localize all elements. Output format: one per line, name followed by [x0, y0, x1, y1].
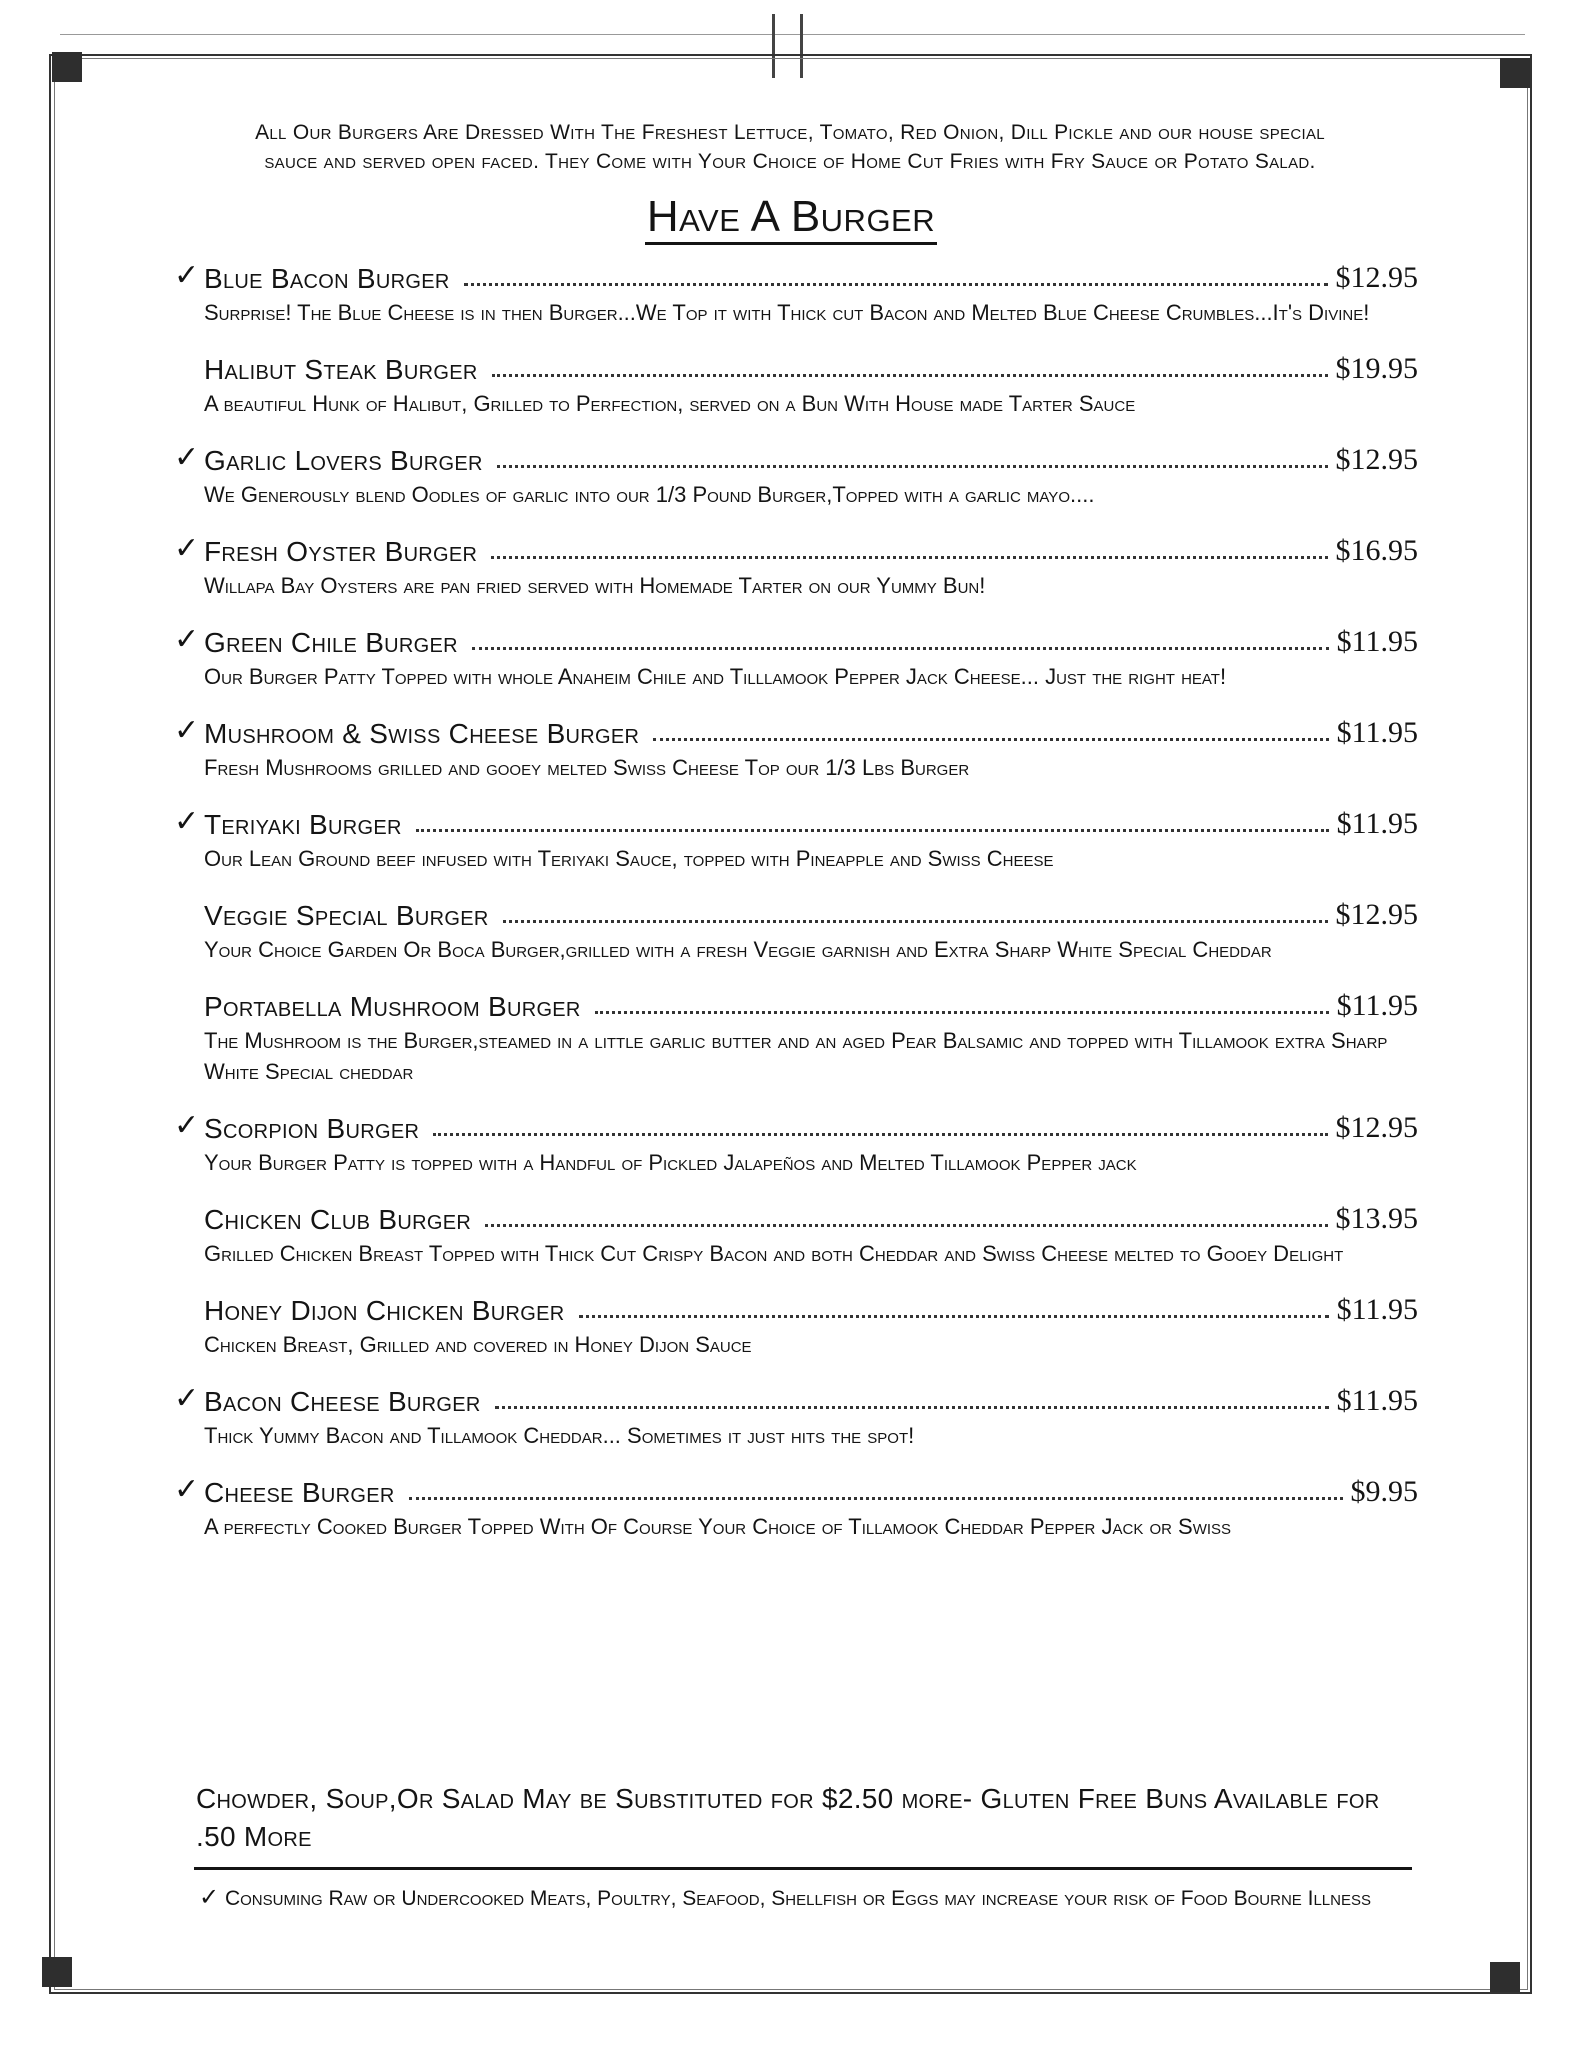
- intro-line-2: sauce and served open faced. They Come with Your Choice of Home Cut Fries with Fry Sauce or Potato Salad.: [264, 150, 1316, 173]
- menu-item: [168, 1287, 1418, 1360]
- corner-block-top-right: [1500, 58, 1530, 88]
- menu-item: [168, 255, 1418, 328]
- menu-item-price: $13.95: [1335, 1202, 1418, 1235]
- menu-item-description: A beautiful Hunk of Halibut, Grilled to Perfection, served on a Bun With House made Tarter Sauce: [204, 391, 1136, 416]
- menu-item-price: $19.95: [1335, 352, 1418, 385]
- menu-item-name: Honey Dijon Chicken Burger: [204, 1295, 565, 1326]
- menu-item-name: Halibut Steak Burger: [204, 354, 478, 385]
- menu-item-description: Chicken Breast, Grilled and covered in Honey Dijon Sauce: [204, 1332, 752, 1357]
- menu-item-row: [168, 1196, 1418, 1236]
- corner-block-bottom-right: [1490, 1962, 1520, 1992]
- page-top-edge: [60, 34, 1525, 35]
- checkmark-icon: ✓: [174, 441, 200, 474]
- menu-item-price: $11.95: [1336, 1384, 1418, 1417]
- dot-leader: [492, 374, 1328, 377]
- dot-leader: [491, 556, 1327, 559]
- menu-item-row: [168, 346, 1418, 386]
- menu-item-row: [168, 1378, 1418, 1418]
- menu-item-name: Portabella Mushroom Burger: [204, 991, 581, 1022]
- menu-item-price: $11.95: [1336, 989, 1418, 1022]
- menu-item-price: $12.95: [1335, 443, 1418, 476]
- menu-item: [168, 1378, 1418, 1451]
- menu-heading-text: Have A Burger: [645, 192, 937, 245]
- menu-item: [168, 983, 1418, 1087]
- warning-check-icon: ✓: [199, 1884, 220, 1911]
- checkmark-icon: ✓: [174, 714, 200, 747]
- menu-item-price: $12.95: [1335, 261, 1418, 294]
- checkmark-icon: ✓: [174, 532, 200, 565]
- checkmark-icon: ✓: [174, 1382, 200, 1415]
- dot-leader: [497, 465, 1328, 468]
- menu-item-price: $12.95: [1335, 1111, 1418, 1144]
- menu-item-row: [168, 710, 1418, 750]
- checkmark-icon: ✓: [174, 805, 200, 838]
- menu-item-row: [168, 528, 1418, 568]
- menu-item-row: [168, 437, 1418, 477]
- menu-item-row: [168, 801, 1418, 841]
- menu-item-description: Grilled Chicken Breast Topped with Thick Cut Crispy Bacon and both Cheddar and Swiss Cheese melted to Gooey Delight: [204, 1241, 1344, 1266]
- dot-leader: [595, 1011, 1329, 1014]
- menu-item: [168, 437, 1418, 510]
- corner-block-bottom-left: [42, 1957, 72, 1987]
- menu-item-row: [168, 892, 1418, 932]
- dot-leader: [503, 920, 1328, 923]
- dot-leader: [472, 647, 1329, 650]
- checkmark-icon: ✓: [174, 623, 200, 656]
- dot-leader: [495, 1406, 1329, 1409]
- dot-leader: [464, 283, 1328, 286]
- menu-item-row: [168, 1287, 1418, 1327]
- menu-item-price: $9.95: [1350, 1475, 1418, 1508]
- menu-item-price: $11.95: [1336, 807, 1418, 840]
- menu-item-description: Willapa Bay Oysters are pan fried served with Homemade Tarter on our Yummy Bun!: [204, 573, 986, 598]
- menu-item-description: We Generously blend Oodles of garlic into our 1/3 Pound Burger,Topped with a garlic mayo....: [204, 482, 1095, 507]
- menu-item-row: [168, 1469, 1418, 1509]
- menu-item-row: [168, 983, 1418, 1023]
- menu-item: [168, 528, 1418, 601]
- checkmark-icon: ✓: [174, 259, 200, 292]
- checkmark-icon: ✓: [174, 1109, 200, 1142]
- intro-text: [170, 118, 1410, 176]
- menu-item: [168, 346, 1418, 419]
- menu-item: [168, 1469, 1418, 1542]
- menu-item-description: Your Burger Patty is topped with a Handful of Pickled Jalapeños and Melted Tillamook Pepper jack: [204, 1150, 1137, 1175]
- dot-leader: [416, 829, 1329, 832]
- menu-item-price: $12.95: [1335, 898, 1418, 931]
- menu-item-description: Thick Yummy Bacon and Tillamook Cheddar... Sometimes it just hits the spot!: [204, 1423, 915, 1448]
- dot-leader: [433, 1133, 1327, 1136]
- menu-item-name: Blue Bacon Burger: [204, 263, 450, 294]
- menu-item-price: $16.95: [1335, 534, 1418, 567]
- menu-item-name: Veggie Special Burger: [204, 900, 489, 931]
- menu-item: [168, 1196, 1418, 1269]
- menu-item-row: [168, 1105, 1418, 1145]
- menu-item-price: $11.95: [1336, 716, 1418, 749]
- warning-text: Consuming Raw or Undercooked Meats, Poultry, Seafood, Shellfish or Eggs may increase your risk of Food Bourne Illness: [224, 1887, 1371, 1910]
- substitution-note: Chowder, Soup,Or Salad May be Substituted for $2.50 more- Gluten Free Buns Available for .50 More: [196, 1783, 1380, 1852]
- menu-heading: [0, 192, 1582, 242]
- intro-line-1: All Our Burgers Are Dressed With The Freshest Lettuce, Tomato, Red Onion, Dill Pickle and our house special: [255, 121, 1325, 144]
- menu-item-description: Our Lean Ground beef infused with Teriyaki Sauce, topped with Pineapple and Swiss Cheese: [204, 846, 1054, 871]
- menu-item-name: Green Chile Burger: [204, 627, 458, 658]
- menu-item-price: $11.95: [1336, 1293, 1418, 1326]
- menu-item: [168, 801, 1418, 874]
- menu-item-name: Fresh Oyster Burger: [204, 536, 478, 567]
- divider-rule: [194, 1867, 1412, 1870]
- menu-item-name: Garlic Lovers Burger: [204, 445, 483, 476]
- menu-item-name: Scorpion Burger: [204, 1113, 420, 1144]
- dot-leader: [579, 1315, 1329, 1318]
- menu-item: [168, 619, 1418, 692]
- checkmark-icon: ✓: [174, 1473, 200, 1506]
- burger-list: [168, 255, 1418, 1560]
- menu-item-name: Cheese Burger: [204, 1477, 395, 1508]
- dot-leader: [485, 1224, 1327, 1227]
- menu-item-description: The Mushroom is the Burger,steamed in a little garlic butter and an aged Pear Balsamic and topped with Tillamook extra Sharp White Special cheddar: [204, 1028, 1388, 1084]
- menu-item-description: Your Choice Garden Or Boca Burger,grilled with a fresh Veggie garnish and Extra Sharp White Special Cheddar: [204, 937, 1272, 962]
- dot-leader: [653, 738, 1328, 741]
- menu-item-name: Mushroom & Swiss Cheese Burger: [204, 718, 640, 749]
- menu-item: [168, 1105, 1418, 1178]
- menu-item-row: [168, 255, 1418, 295]
- menu-item-row: [168, 619, 1418, 659]
- dot-leader: [409, 1497, 1343, 1500]
- health-warning: [150, 1882, 1420, 1914]
- menu-item-description: Surprise! The Blue Cheese is in then Burger...We Top it with Thick cut Bacon and Melted Blue Cheese Crumbles...It's Divine!: [204, 300, 1370, 325]
- menu-item-price: $11.95: [1336, 625, 1418, 658]
- menu-item-name: Chicken Club Burger: [204, 1204, 472, 1235]
- menu-item-name: Teriyaki Burger: [204, 809, 402, 840]
- menu-item: [168, 892, 1418, 965]
- menu-item-name: Bacon Cheese Burger: [204, 1386, 481, 1417]
- corner-block-top-left: [52, 52, 82, 82]
- menu-item-description: A perfectly Cooked Burger Topped With Of Course Your Choice of Tillamook Cheddar Pepper Jack or Swiss: [204, 1514, 1232, 1539]
- menu-item: [168, 710, 1418, 783]
- menu-item-description: Our Burger Patty Topped with whole Anaheim Chile and Tilllamook Pepper Jack Cheese... Just the right heat!: [204, 664, 1227, 689]
- menu-item-description: Fresh Mushrooms grilled and gooey melted Swiss Cheese Top our 1/3 Lbs Burger: [204, 755, 970, 780]
